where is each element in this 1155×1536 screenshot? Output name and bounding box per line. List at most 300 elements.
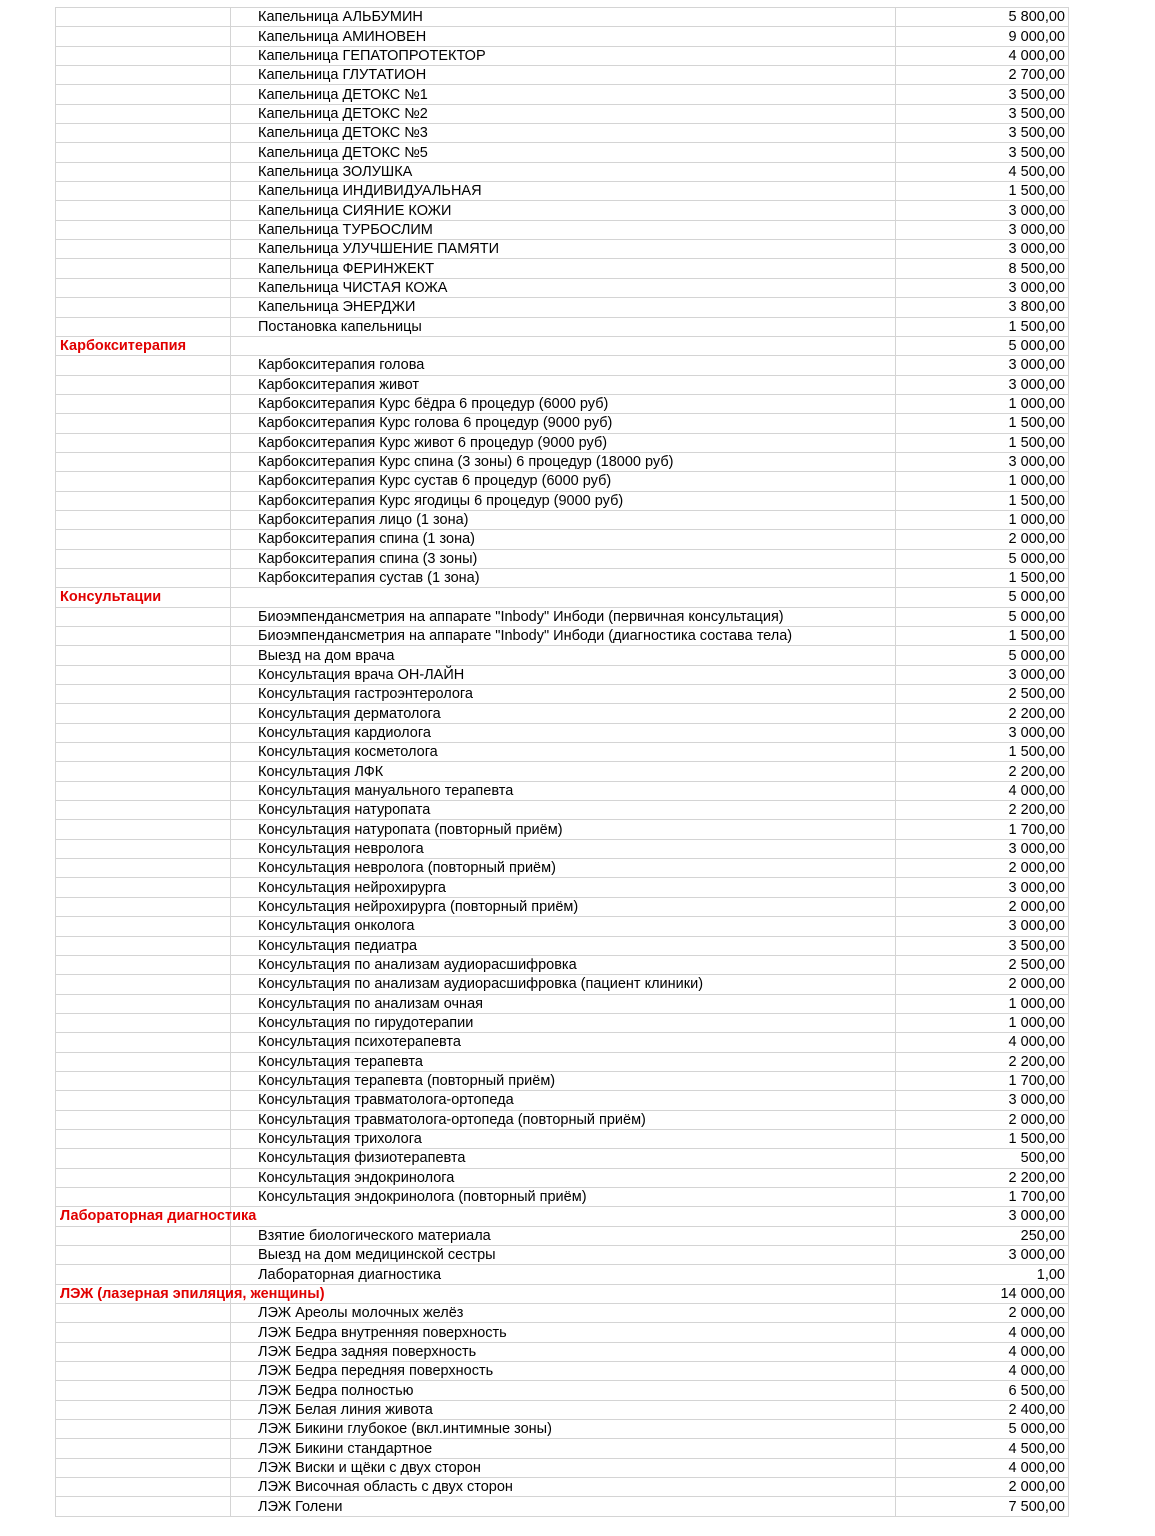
service-name-cell: Консультация косметолога	[231, 743, 896, 762]
service-name-cell: Карбокситерапия Курс сустав 6 процедур (6000 руб)	[231, 472, 896, 491]
table-row	[56, 452, 1069, 471]
price-cell: 4 000,00	[896, 781, 1069, 800]
empty-cell	[56, 1149, 231, 1168]
empty-cell	[56, 394, 231, 413]
price-cell: 1 700,00	[896, 1071, 1069, 1090]
empty-cell	[56, 936, 231, 955]
empty-cell	[231, 1207, 896, 1226]
price-cell: 3 000,00	[896, 240, 1069, 259]
service-name-cell: Консультация травматолога-ортопеда (повторный приём)	[231, 1110, 896, 1129]
service-name-cell: ЛЭЖ Бедра полностью	[231, 1381, 896, 1400]
price-cell: 3 500,00	[896, 85, 1069, 104]
service-name-cell: Капельница ЧИСТАЯ КОЖА	[231, 278, 896, 297]
service-name-cell: Консультация онколога	[231, 917, 896, 936]
price-cell: 500,00	[896, 1149, 1069, 1168]
table-row	[56, 375, 1069, 394]
category-label: Лабораторная диагностика	[56, 1207, 231, 1226]
table-row	[56, 1458, 1069, 1477]
service-name-cell: Лабораторная диагностика	[231, 1265, 896, 1284]
table-row	[56, 1497, 1069, 1516]
empty-cell	[56, 1129, 231, 1148]
service-name-cell: Капельница ИНДИВИДУАЛЬНАЯ	[231, 182, 896, 201]
service-name-cell: Капельница АМИНОВЕН	[231, 27, 896, 46]
empty-cell	[56, 1091, 231, 1110]
price-cell: 2 000,00	[896, 975, 1069, 994]
service-name-cell: Карбокситерапия голова	[231, 356, 896, 375]
price-cell: 1 500,00	[896, 627, 1069, 646]
table-row	[56, 975, 1069, 994]
service-name-cell: Капельница ДЕТОКС №1	[231, 85, 896, 104]
service-name-cell: Капельница ЭНЕРДЖИ	[231, 298, 896, 317]
price-cell: 2 000,00	[896, 897, 1069, 916]
table-row	[56, 1168, 1069, 1187]
table-row	[56, 665, 1069, 684]
empty-cell	[56, 917, 231, 936]
service-name-cell: ЛЭЖ Ареолы молочных желёз	[231, 1304, 896, 1323]
table-row	[56, 685, 1069, 704]
table-row	[56, 1226, 1069, 1245]
service-name-cell: Консультация невролога	[231, 839, 896, 858]
table-row	[56, 27, 1069, 46]
empty-cell	[56, 240, 231, 259]
empty-cell	[56, 1304, 231, 1323]
price-cell: 2 200,00	[896, 704, 1069, 723]
price-cell: 5 000,00	[896, 336, 1069, 355]
empty-cell	[56, 1052, 231, 1071]
service-name-cell: Капельница ТУРБОСЛИМ	[231, 220, 896, 239]
price-cell: 1 500,00	[896, 317, 1069, 336]
price-list-body	[56, 8, 1069, 1517]
service-name-cell: ЛЭЖ Виски и щёки с двух сторон	[231, 1458, 896, 1477]
price-cell: 1 500,00	[896, 568, 1069, 587]
empty-cell	[56, 162, 231, 181]
empty-cell	[56, 975, 231, 994]
service-name-cell: Консультация кардиолога	[231, 723, 896, 742]
table-row	[56, 704, 1069, 723]
price-cell: 3 500,00	[896, 124, 1069, 143]
service-name-cell: Консультация педиатра	[231, 936, 896, 955]
empty-cell	[56, 1478, 231, 1497]
table-row	[56, 124, 1069, 143]
table-row	[56, 1265, 1069, 1284]
empty-cell	[56, 124, 231, 143]
price-cell: 5 000,00	[896, 588, 1069, 607]
table-row	[56, 627, 1069, 646]
category-label: Консультации	[56, 588, 231, 607]
empty-cell	[56, 1168, 231, 1187]
service-name-cell: Консультация нейрохирурга (повторный приём)	[231, 897, 896, 916]
table-row	[56, 1052, 1069, 1071]
table-row	[56, 917, 1069, 936]
price-cell: 3 500,00	[896, 936, 1069, 955]
empty-cell	[56, 781, 231, 800]
empty-cell	[56, 356, 231, 375]
price-cell: 3 000,00	[896, 665, 1069, 684]
service-name-cell: Консультация натуропата (повторный приём)	[231, 820, 896, 839]
table-row	[56, 201, 1069, 220]
price-cell: 5 800,00	[896, 8, 1069, 27]
service-name-cell: Консультация невролога (повторный приём)	[231, 859, 896, 878]
service-name-cell: Карбокситерапия спина (1 зона)	[231, 530, 896, 549]
table-row	[56, 568, 1069, 587]
service-name-cell: Консультация по анализам аудиорасшифровка (пациент клиники)	[231, 975, 896, 994]
price-cell: 3 000,00	[896, 452, 1069, 471]
service-name-cell: Консультация мануального терапевта	[231, 781, 896, 800]
service-name-cell: Консультация по гирудотерапии	[231, 1013, 896, 1032]
empty-cell	[56, 723, 231, 742]
empty-cell	[56, 375, 231, 394]
table-row	[56, 394, 1069, 413]
table-row	[56, 878, 1069, 897]
service-name-cell: Карбокситерапия Курс голова 6 процедур (9000 руб)	[231, 414, 896, 433]
empty-cell	[56, 568, 231, 587]
empty-cell	[56, 104, 231, 123]
price-cell: 1 500,00	[896, 433, 1069, 452]
empty-cell	[56, 762, 231, 781]
price-cell: 3 000,00	[896, 220, 1069, 239]
price-cell: 3 000,00	[896, 201, 1069, 220]
price-cell: 3 500,00	[896, 143, 1069, 162]
service-name-cell: Консультация терапевта	[231, 1052, 896, 1071]
price-cell: 3 000,00	[896, 1091, 1069, 1110]
empty-cell	[56, 627, 231, 646]
empty-cell	[56, 414, 231, 433]
price-cell: 2 000,00	[896, 530, 1069, 549]
category-row	[56, 588, 1069, 607]
service-name-cell: Консультация гастроэнтеролога	[231, 685, 896, 704]
empty-cell	[56, 317, 231, 336]
price-cell: 2 200,00	[896, 1052, 1069, 1071]
empty-cell	[56, 704, 231, 723]
price-cell: 1 700,00	[896, 820, 1069, 839]
price-cell: 3 500,00	[896, 104, 1069, 123]
table-row	[56, 1439, 1069, 1458]
price-cell: 3 000,00	[896, 1246, 1069, 1265]
price-cell: 5 000,00	[896, 1420, 1069, 1439]
empty-cell	[56, 743, 231, 762]
service-name-cell: Капельница УЛУЧШЕНИЕ ПАМЯТИ	[231, 240, 896, 259]
service-name-cell: Капельница АЛЬБУМИН	[231, 8, 896, 27]
table-row	[56, 104, 1069, 123]
empty-cell	[56, 1246, 231, 1265]
table-row	[56, 1400, 1069, 1419]
table-row	[56, 1246, 1069, 1265]
price-cell: 4 000,00	[896, 1362, 1069, 1381]
table-row	[56, 182, 1069, 201]
price-cell: 3 000,00	[896, 375, 1069, 394]
table-row	[56, 1420, 1069, 1439]
empty-cell	[56, 472, 231, 491]
service-name-cell: Взятие биологического материала	[231, 1226, 896, 1245]
service-name-cell: ЛЭЖ Бикини стандартное	[231, 1439, 896, 1458]
service-name-cell: Консультация дерматолога	[231, 704, 896, 723]
service-name-cell: Капельница ДЕТОКС №2	[231, 104, 896, 123]
service-name-cell: Капельница ДЕТОКС №5	[231, 143, 896, 162]
price-cell: 4 000,00	[896, 1323, 1069, 1342]
empty-cell	[56, 1013, 231, 1032]
service-name-cell: Капельница ФЕРИНЖЕКТ	[231, 259, 896, 278]
table-row	[56, 433, 1069, 452]
price-cell: 1 000,00	[896, 472, 1069, 491]
price-cell: 1 000,00	[896, 1013, 1069, 1032]
table-row	[56, 549, 1069, 568]
price-cell: 2 200,00	[896, 801, 1069, 820]
service-name-cell: Карбокситерапия живот	[231, 375, 896, 394]
empty-cell	[56, 878, 231, 897]
price-cell: 4 000,00	[896, 46, 1069, 65]
empty-cell	[56, 665, 231, 684]
service-name-cell: Консультация физиотерапевта	[231, 1149, 896, 1168]
price-cell: 2 200,00	[896, 762, 1069, 781]
table-row	[56, 8, 1069, 27]
price-cell: 6 500,00	[896, 1381, 1069, 1400]
price-cell: 3 000,00	[896, 356, 1069, 375]
service-name-cell: ЛЭЖ Височная область с двух сторон	[231, 1478, 896, 1497]
service-name-cell: Капельница ГЕПАТОПРОТЕКТОР	[231, 46, 896, 65]
category-row	[56, 1284, 1069, 1303]
empty-cell	[56, 298, 231, 317]
service-name-cell: Консультация травматолога-ортопеда	[231, 1091, 896, 1110]
empty-cell	[56, 510, 231, 529]
table-row	[56, 472, 1069, 491]
empty-cell	[56, 1362, 231, 1381]
price-list-table	[55, 7, 1069, 1517]
service-name-cell: Консультация эндокринолога (повторный приём)	[231, 1187, 896, 1206]
empty-cell	[56, 452, 231, 471]
empty-cell	[56, 839, 231, 858]
table-row	[56, 1342, 1069, 1361]
table-row	[56, 143, 1069, 162]
service-name-cell: Консультация трихолога	[231, 1129, 896, 1148]
price-cell: 2 000,00	[896, 859, 1069, 878]
empty-cell	[231, 588, 896, 607]
price-cell: 5 000,00	[896, 549, 1069, 568]
price-cell: 2 200,00	[896, 1168, 1069, 1187]
table-row	[56, 491, 1069, 510]
service-name-cell: Карбокситерапия сустав (1 зона)	[231, 568, 896, 587]
price-cell: 14 000,00	[896, 1284, 1069, 1303]
service-name-cell: ЛЭЖ Бедра внутренняя поверхность	[231, 1323, 896, 1342]
price-cell: 4 000,00	[896, 1458, 1069, 1477]
empty-cell	[56, 1187, 231, 1206]
empty-cell	[56, 46, 231, 65]
empty-cell	[56, 143, 231, 162]
empty-cell	[56, 1226, 231, 1245]
service-name-cell: Постановка капельницы	[231, 317, 896, 336]
table-row	[56, 1187, 1069, 1206]
empty-cell	[56, 994, 231, 1013]
empty-cell	[231, 336, 896, 355]
price-cell: 2 500,00	[896, 955, 1069, 974]
table-row	[56, 1323, 1069, 1342]
table-row	[56, 46, 1069, 65]
price-cell: 2 400,00	[896, 1400, 1069, 1419]
price-cell: 4 000,00	[896, 1342, 1069, 1361]
service-name-cell: ЛЭЖ Голени	[231, 1497, 896, 1516]
service-name-cell: Капельница ЗОЛУШКА	[231, 162, 896, 181]
empty-cell	[56, 8, 231, 27]
empty-cell	[56, 530, 231, 549]
table-row	[56, 897, 1069, 916]
table-row	[56, 936, 1069, 955]
empty-cell	[56, 278, 231, 297]
service-name-cell: Биоэмпендансметрия на аппарате "Inbody" Инбоди (диагностика состава тела)	[231, 627, 896, 646]
service-name-cell: Карбокситерапия Курс бёдра 6 процедур (6000 руб)	[231, 394, 896, 413]
table-row	[56, 510, 1069, 529]
empty-cell	[56, 27, 231, 46]
empty-cell	[56, 433, 231, 452]
price-cell: 3 000,00	[896, 917, 1069, 936]
price-cell: 1 000,00	[896, 510, 1069, 529]
table-row	[56, 356, 1069, 375]
empty-cell	[56, 1071, 231, 1090]
empty-cell	[56, 1033, 231, 1052]
service-name-cell: ЛЭЖ Бедра задняя поверхность	[231, 1342, 896, 1361]
empty-cell	[56, 549, 231, 568]
category-label: Карбокситерапия	[56, 336, 231, 355]
price-cell: 4 000,00	[896, 1033, 1069, 1052]
empty-cell	[231, 1284, 896, 1303]
price-cell: 1 000,00	[896, 994, 1069, 1013]
empty-cell	[56, 220, 231, 239]
table-row	[56, 220, 1069, 239]
price-cell: 1 000,00	[896, 394, 1069, 413]
empty-cell	[56, 1439, 231, 1458]
price-cell: 4 500,00	[896, 1439, 1069, 1458]
table-row	[56, 743, 1069, 762]
empty-cell	[56, 259, 231, 278]
price-cell: 7 500,00	[896, 1497, 1069, 1516]
table-row	[56, 781, 1069, 800]
empty-cell	[56, 1110, 231, 1129]
price-cell: 3 000,00	[896, 878, 1069, 897]
price-cell: 3 000,00	[896, 839, 1069, 858]
empty-cell	[56, 1497, 231, 1516]
table-row	[56, 955, 1069, 974]
empty-cell	[56, 1420, 231, 1439]
empty-cell	[56, 897, 231, 916]
empty-cell	[56, 1342, 231, 1361]
empty-cell	[56, 85, 231, 104]
table-row	[56, 317, 1069, 336]
price-cell: 2 700,00	[896, 66, 1069, 85]
empty-cell	[56, 201, 231, 220]
price-cell: 1,00	[896, 1265, 1069, 1284]
service-name-cell: Консультация по анализам аудиорасшифровка	[231, 955, 896, 974]
price-cell: 4 500,00	[896, 162, 1069, 181]
table-row	[56, 162, 1069, 181]
table-row	[56, 801, 1069, 820]
price-cell: 3 000,00	[896, 1207, 1069, 1226]
empty-cell	[56, 607, 231, 626]
service-name-cell: Карбокситерапия спина (3 зоны)	[231, 549, 896, 568]
service-name-cell: Консультация психотерапевта	[231, 1033, 896, 1052]
table-row	[56, 414, 1069, 433]
service-name-cell: ЛЭЖ Бикини глубокое (вкл.интимные зоны)	[231, 1420, 896, 1439]
category-row	[56, 1207, 1069, 1226]
price-cell: 2 000,00	[896, 1304, 1069, 1323]
service-name-cell: Карбокситерапия Курс живот 6 процедур (9000 руб)	[231, 433, 896, 452]
price-cell: 2 000,00	[896, 1110, 1069, 1129]
service-name-cell: Консультация нейрохирурга	[231, 878, 896, 897]
category-row	[56, 336, 1069, 355]
empty-cell	[56, 491, 231, 510]
table-row	[56, 1071, 1069, 1090]
price-cell: 1 700,00	[896, 1187, 1069, 1206]
empty-cell	[56, 801, 231, 820]
empty-cell	[56, 646, 231, 665]
service-name-cell: Капельница ГЛУТАТИОН	[231, 66, 896, 85]
service-name-cell: Консультация эндокринолога	[231, 1168, 896, 1187]
empty-cell	[56, 1458, 231, 1477]
empty-cell	[56, 1400, 231, 1419]
price-cell: 2 000,00	[896, 1478, 1069, 1497]
table-row	[56, 298, 1069, 317]
price-cell: 3 000,00	[896, 278, 1069, 297]
service-name-cell: Биоэмпендансметрия на аппарате "Inbody" Инбоди (первичная консультация)	[231, 607, 896, 626]
table-row	[56, 1149, 1069, 1168]
service-name-cell: Выезд на дом врача	[231, 646, 896, 665]
price-cell: 2 500,00	[896, 685, 1069, 704]
table-row	[56, 1478, 1069, 1497]
price-cell: 1 500,00	[896, 182, 1069, 201]
table-row	[56, 1110, 1069, 1129]
price-cell: 1 500,00	[896, 414, 1069, 433]
price-cell: 5 000,00	[896, 607, 1069, 626]
service-name-cell: Капельница СИЯНИЕ КОЖИ	[231, 201, 896, 220]
table-row	[56, 1091, 1069, 1110]
table-row	[56, 762, 1069, 781]
service-name-cell: Консультация по анализам очная	[231, 994, 896, 1013]
table-row	[56, 66, 1069, 85]
service-name-cell: Карбокситерапия лицо (1 зона)	[231, 510, 896, 529]
table-row	[56, 607, 1069, 626]
table-row	[56, 646, 1069, 665]
price-cell: 1 500,00	[896, 1129, 1069, 1148]
table-row	[56, 859, 1069, 878]
price-cell: 8 500,00	[896, 259, 1069, 278]
empty-cell	[56, 1381, 231, 1400]
table-row	[56, 994, 1069, 1013]
empty-cell	[56, 1265, 231, 1284]
empty-cell	[56, 182, 231, 201]
price-cell: 3 000,00	[896, 723, 1069, 742]
empty-cell	[56, 820, 231, 839]
price-cell: 250,00	[896, 1226, 1069, 1245]
table-row	[56, 278, 1069, 297]
price-cell: 9 000,00	[896, 27, 1069, 46]
service-name-cell: Карбокситерапия Курс ягодицы 6 процедур (9000 руб)	[231, 491, 896, 510]
table-row	[56, 839, 1069, 858]
table-row	[56, 530, 1069, 549]
table-row	[56, 85, 1069, 104]
price-cell: 1 500,00	[896, 743, 1069, 762]
table-row	[56, 1013, 1069, 1032]
service-name-cell: ЛЭЖ Белая линия живота	[231, 1400, 896, 1419]
service-name-cell: Консультация ЛФК	[231, 762, 896, 781]
service-name-cell: Выезд на дом медицинской сестры	[231, 1246, 896, 1265]
service-name-cell: Консультация терапевта (повторный приём)	[231, 1071, 896, 1090]
empty-cell	[56, 66, 231, 85]
service-name-cell: Капельница ДЕТОКС №3	[231, 124, 896, 143]
table-row	[56, 1381, 1069, 1400]
price-cell: 5 000,00	[896, 646, 1069, 665]
service-name-cell: Консультация врача ОН-ЛАЙН	[231, 665, 896, 684]
empty-cell	[56, 685, 231, 704]
table-row	[56, 723, 1069, 742]
table-row	[56, 259, 1069, 278]
service-name-cell: Карбокситерапия Курс спина (3 зоны) 6 процедур (18000 руб)	[231, 452, 896, 471]
